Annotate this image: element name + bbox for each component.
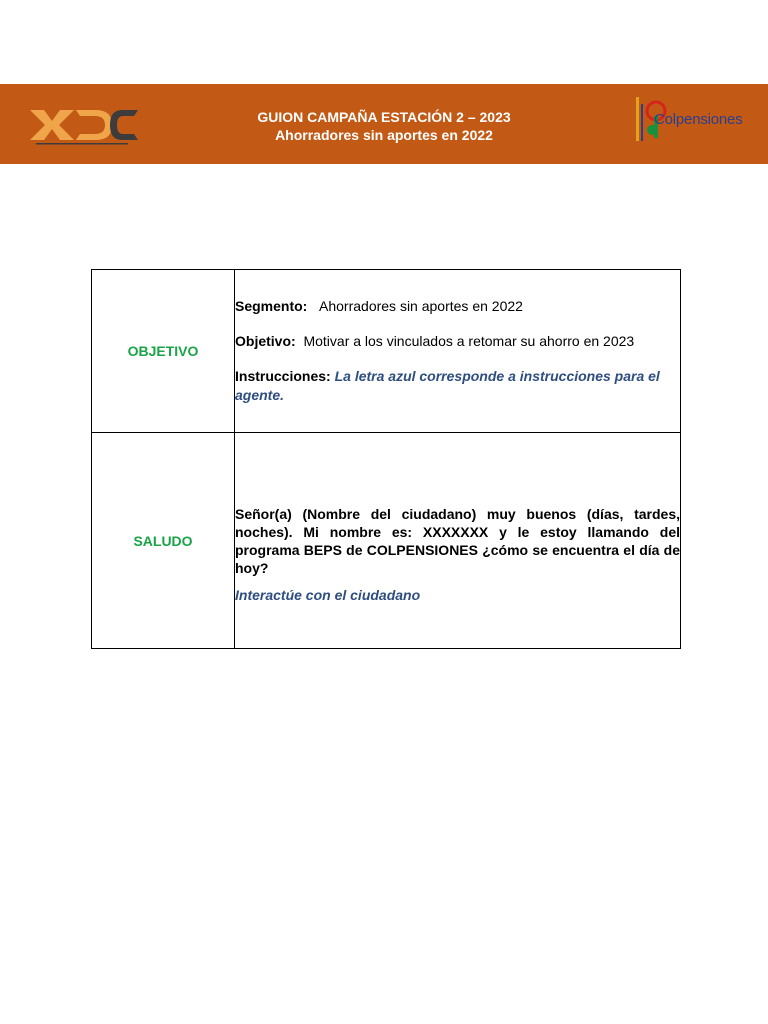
instrucciones-value: La letra azul corresponde a instrucciones para el agente. xyxy=(235,368,660,403)
segmento-line xyxy=(235,297,680,316)
colpensiones-logo-text: Colpensiones xyxy=(654,111,743,128)
objetivo-field-label: Objetivo: xyxy=(235,333,296,349)
saludo-instruction: Interactúe con el ciudadano xyxy=(235,586,421,603)
header-title-line1: GUION CAMPAÑA ESTACIÓN 2 – 2023 xyxy=(257,109,511,125)
instrucciones-line xyxy=(235,367,680,405)
xdc-logo xyxy=(22,102,142,148)
header-band xyxy=(0,84,768,164)
saludo-script: Señor(a) (Nombre del ciudadano) muy buenos (días, tardes, noches). Mi nombre es: XXXXXXX y le estoy llamando del programa BEPS de COLPENSIONES ¿cómo se encuentra el día de hoy? xyxy=(235,505,680,576)
saludo-content xyxy=(235,433,681,649)
instrucciones-label: Instrucciones: xyxy=(235,368,331,384)
objetivo-content xyxy=(235,270,681,433)
segmento-value: Ahorradores sin aportes en 2022 xyxy=(319,298,523,314)
table-row xyxy=(92,270,681,433)
header-title-line2: Ahorradores sin aportes en 2022 xyxy=(275,127,493,143)
objetivo-line xyxy=(235,332,680,351)
objetivo-label: OBJETIVO xyxy=(92,270,235,433)
saludo-label: SALUDO xyxy=(92,433,235,649)
objetivo-value: Motivar a los vinculados a retomar su ahorro en 2023 xyxy=(303,333,635,349)
segmento-label: Segmento: xyxy=(235,298,308,314)
colpensiones-logo xyxy=(632,94,762,146)
script-table xyxy=(91,269,681,649)
table-row xyxy=(92,433,681,649)
